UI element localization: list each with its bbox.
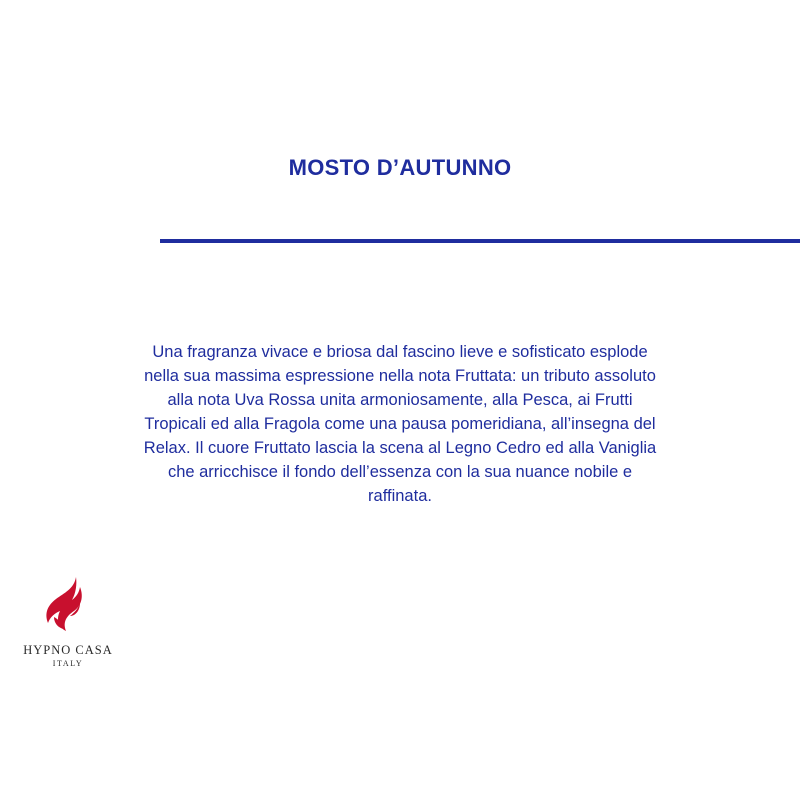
page-title: MOSTO D’AUTUNNO	[288, 155, 512, 180]
brand-name: HYPNO CASA	[23, 643, 113, 657]
description-paragraph: Una fragranza vivace e briosa dal fascino lieve e sofisticato esplode nella sua massima espressione nella nota Fruttata: un tributo assoluto alla nota Uva Rossa unita armoniosamente, alla Pesca, ai Frutti Tropicali ed alla Fragola come una pausa pomeridiana, all’insegna del Relax. Il cuore Fruttato lascia la scena al Legno Cedro ed alla Vaniglia che arricchisce il fondo dell’essenza con la sua nuance nobile e raffinata.	[143, 343, 657, 505]
brand-country: ITALY	[52, 659, 84, 668]
flame-swirl-icon	[34, 573, 98, 637]
brand-logo	[8, 565, 128, 690]
title-divider	[160, 239, 800, 243]
